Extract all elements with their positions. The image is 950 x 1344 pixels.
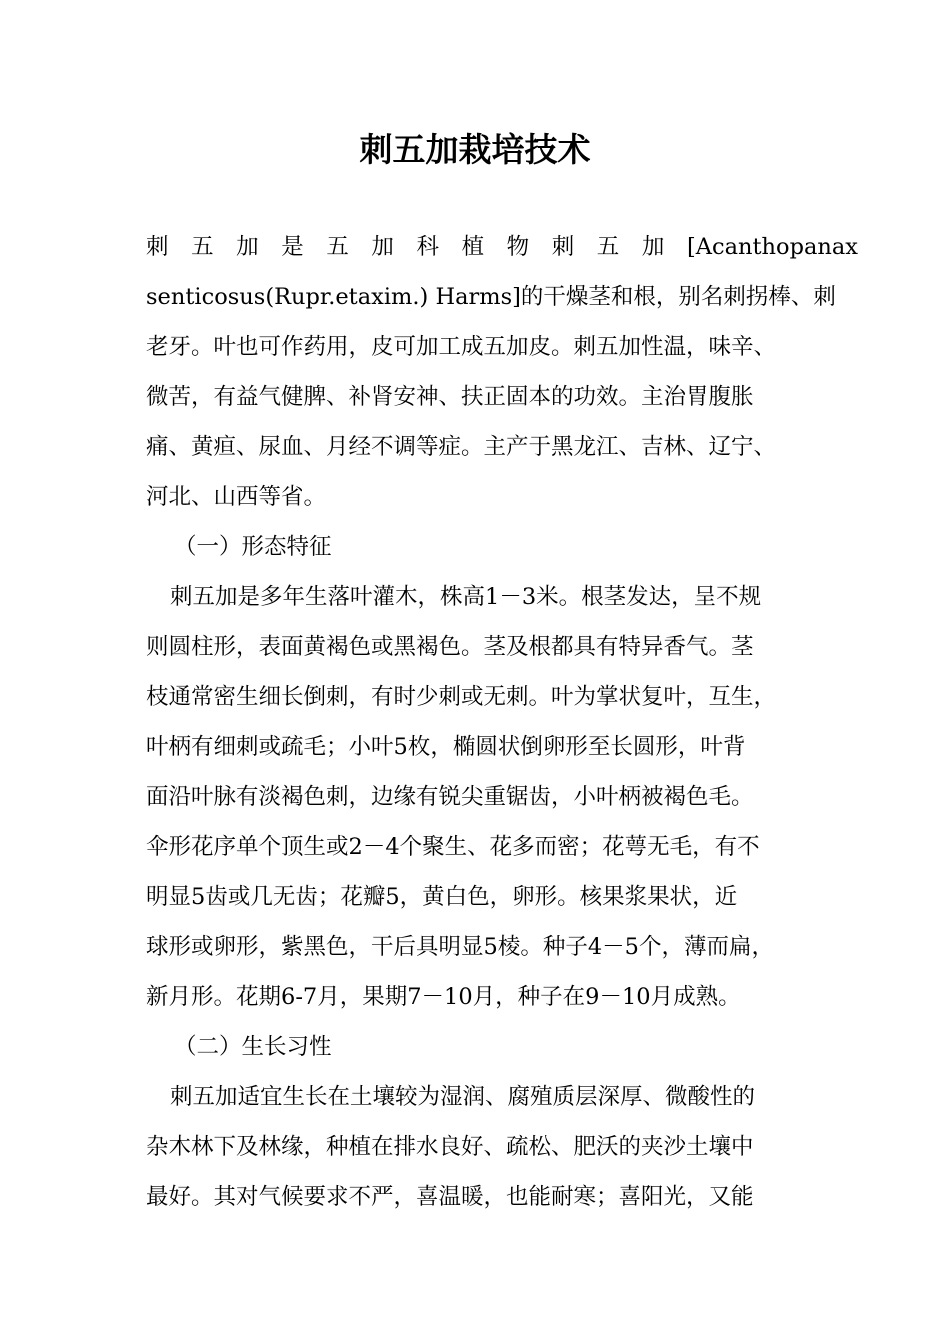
document-body — [146, 222, 858, 1222]
paragraph-line: 河北、山西等省。 — [146, 484, 327, 510]
paragraph-line: 球形或卵形，紫黑色，干后具明显5棱。种子4－5个，薄而扁， — [146, 934, 774, 960]
paragraph-line: 枝通常密生细长倒刺，有时少刺或无刺。叶为掌状复叶，互生， — [146, 684, 777, 710]
paragraph-line: 新月形。花期6-7月，果期7－10月，种子在9－10月成熟。 — [146, 984, 741, 1010]
paragraph-line: 杂木林下及林缘，种植在排水良好、疏松、肥沃的夹沙土壤中 — [146, 1134, 754, 1160]
paragraph-line: 微苦，有益气健脾、补肾安神、扶正固本的功效。主治胃腹胀 — [146, 384, 754, 410]
paragraph-line: 明显5齿或几无齿；花瓣5，黄白色，卵形。核果浆果状，近 — [146, 884, 738, 910]
paragraph-line: 痛、黄疸、尿血、月经不调等症。主产于黑龙江、吉林、辽宁、 — [146, 434, 777, 460]
section-heading: （二）生长习性 — [174, 1034, 332, 1060]
paragraph-line: 老牙。叶也可作药用，皮可加工成五加皮。刺五加性温，味辛、 — [146, 334, 777, 360]
paragraph-line: 则圆柱形，表面黄褐色或黑褐色。茎及根都具有特异香气。茎 — [146, 634, 754, 660]
document-title: 刺五加栽培技术 — [359, 130, 591, 169]
paragraph-line: 伞形花序单个顶生或2－4个聚生、花多而密；花萼无毛，有不 — [146, 834, 760, 860]
paragraph-line: 最好。其对气候要求不严，喜温暖，也能耐寒；喜阳光，又能 — [146, 1184, 754, 1210]
paragraph-line: 刺五加是多年生落叶灌木，株高1－3米。根茎发达，呈不规 — [170, 584, 762, 610]
paragraph-line: 叶柄有细刺或疏毛；小叶5枚，椭圆状倒卵形至长圆形，叶背 — [146, 734, 746, 760]
paragraph-line: 面沿叶脉有淡褐色刺，边缘有锐尖重锯齿，小叶柄被褐色毛。 — [146, 784, 754, 810]
paragraph-line: 刺五加是五加科植物刺五加[Acanthopanax — [146, 234, 858, 260]
paragraph-line: senticosus(Rupr.etaxim.) Harms]的干燥茎和根，别名刺拐棒、刺 — [146, 284, 836, 310]
section-heading: （一）形态特征 — [174, 534, 332, 560]
paragraph-line: 刺五加适宜生长在土壤较为湿润、腐殖质层深厚、微酸性的 — [170, 1084, 756, 1110]
